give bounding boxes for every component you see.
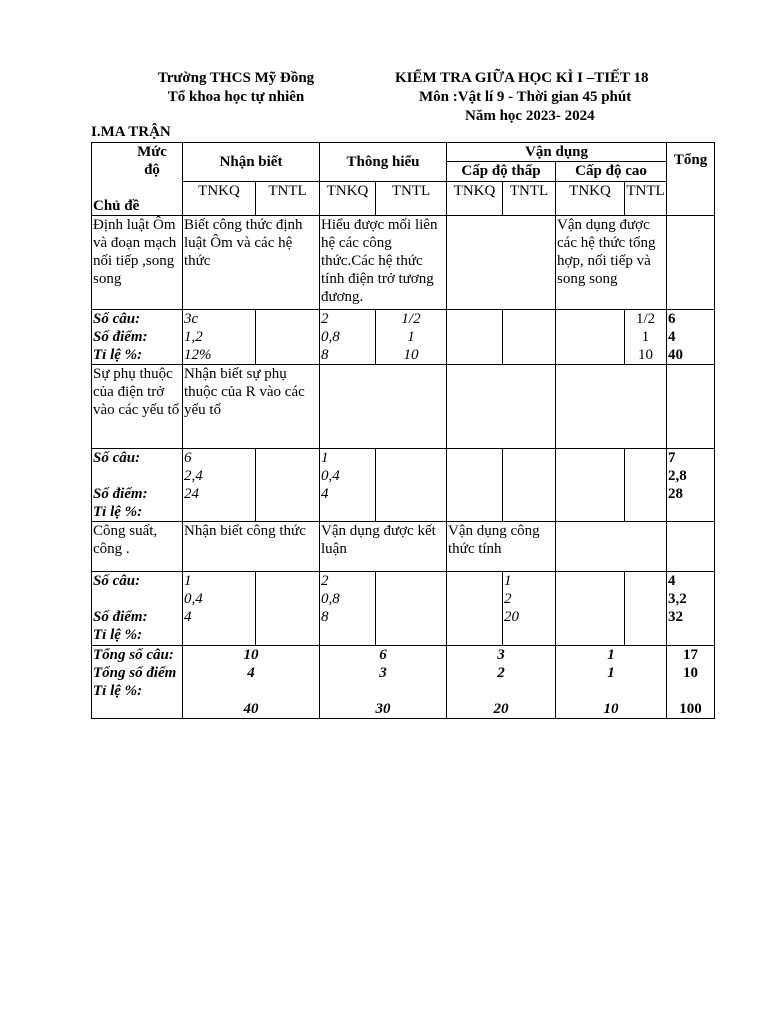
exam-title: KIỂM TRA GIỮA HỌC KÌ I –TIẾT 18 — [395, 70, 649, 86]
topic-understand: Hiểu được mối liên hệ các công thức.Các hệ thức tính điện trở tương đương. — [320, 216, 447, 310]
topic-name: Công suất, công . — [92, 522, 183, 572]
value: 1 — [504, 573, 512, 589]
topic-name: Định luật Ôm và đoạn mạch nối tiếp ,song song — [92, 216, 183, 310]
subcol-tntl: TNTL — [376, 181, 447, 216]
stats-row — [92, 310, 715, 365]
col-low: Cấp độ thấp — [447, 162, 556, 181]
topic-understand — [320, 365, 447, 449]
col-high: Cấp độ cao — [556, 162, 667, 181]
value: 2 — [504, 591, 512, 607]
value: 1/2 — [401, 311, 421, 327]
value: 1/2 — [635, 311, 656, 327]
value: 12% — [184, 347, 212, 363]
total-value: 2,8 — [668, 468, 687, 484]
topic-high — [556, 365, 667, 449]
label-so-diem: Số điểm: — [93, 609, 148, 625]
value: 0,8 — [321, 329, 340, 345]
total-value: 3 — [379, 665, 387, 681]
topic-recognize: Biết công thức định luật Ôm và các hệ thức — [183, 216, 320, 310]
total-value: 40 — [668, 347, 684, 363]
label-so-diem: Số điểm: — [93, 486, 148, 502]
school-header — [136, 69, 336, 107]
section-title: I.MA TRẬN — [91, 124, 171, 140]
value: 4 — [321, 486, 329, 502]
label-so-diem: Số điểm: — [93, 329, 148, 345]
topic-name: Sự phụ thuộc của điện trở vào các yếu tố — [92, 365, 183, 449]
value: 0,4 — [321, 468, 340, 484]
label-so-cau: Số câu: — [93, 573, 141, 589]
grand-total: 100 — [679, 701, 702, 717]
topic-low — [447, 216, 556, 310]
subcol-tnkq: TNKQ — [447, 181, 503, 216]
grand-total: 10 — [683, 665, 699, 681]
subcol-tnkq: TNKQ — [183, 181, 256, 216]
value: 1 — [407, 329, 415, 345]
value: 1,2 — [184, 329, 203, 345]
total-value: 6 — [668, 311, 676, 327]
label-ti-le: Tỉ lệ %: — [93, 504, 143, 520]
school-year: Năm học 2023- 2024 — [465, 108, 595, 124]
total-value: 6 — [379, 647, 387, 663]
label-tong-so-diem: Tổng số điểm — [93, 665, 177, 681]
total-value: 4 — [668, 573, 676, 589]
value: 4 — [184, 609, 192, 625]
label-tong-so-cau: Tổng số câu: — [93, 647, 174, 663]
corner-bottom: Chủ đề — [93, 198, 140, 214]
topic-understand: Vận dụng được kết luận — [320, 522, 447, 572]
value: 10 — [403, 347, 419, 363]
stats-row — [92, 572, 715, 646]
value: 2,4 — [184, 468, 203, 484]
total-value: 30 — [375, 701, 391, 717]
value: 8 — [321, 347, 329, 363]
exam-subject: Môn :Vật lí 9 - Thời gian 45 phút — [419, 89, 632, 105]
value: 24 — [184, 486, 199, 502]
value: 6 — [184, 450, 192, 466]
subcol-tnkq: TNKQ — [556, 181, 625, 216]
total-value: 3 — [497, 647, 505, 663]
value: 1 — [184, 573, 192, 589]
label-so-cau: Số câu: — [93, 311, 141, 327]
total-value: 7 — [668, 450, 676, 466]
value: 1 — [641, 329, 650, 345]
exam-header — [395, 69, 649, 126]
total-value: 3,2 — [668, 591, 687, 607]
department-name: Tổ khoa học tự nhiên — [167, 89, 305, 105]
total-value: 10 — [243, 647, 259, 663]
col-understand: Thông hiểu — [320, 143, 447, 182]
col-recognize: Nhận biết — [183, 143, 320, 182]
total-value: 28 — [668, 486, 684, 502]
value: 0,8 — [321, 591, 340, 607]
topic-recognize: Nhận biết công thức — [183, 522, 320, 572]
subcol-tntl: TNTL — [625, 181, 667, 216]
value: 8 — [321, 609, 329, 625]
total-value: 10 — [603, 701, 619, 717]
label-so-cau: Số câu: — [93, 450, 141, 466]
subcol-tnkq: TNKQ — [320, 181, 376, 216]
total-value: 4 — [247, 665, 255, 681]
corner-top: Mức — [137, 144, 167, 160]
label-ti-le: Tỉ lệ %: — [93, 347, 143, 363]
value: 10 — [638, 347, 654, 363]
value: 2 — [321, 573, 329, 589]
total-value: 4 — [668, 329, 676, 345]
col-total: Tổng — [667, 143, 715, 216]
label-ti-le: Tỉ lệ %: — [93, 627, 143, 643]
totals-row — [92, 646, 715, 719]
topic-low: Vận dụng công thức tính — [447, 522, 556, 572]
total-value: 2 — [497, 665, 505, 681]
value: 3c — [184, 311, 199, 327]
value: 0,4 — [184, 591, 203, 607]
school-name: Trường THCS Mỹ Đồng — [157, 70, 315, 86]
topic-high: Vận dụng được các hệ thức tổng hợp, nối tiếp và song song — [556, 216, 667, 310]
topic-high — [556, 522, 667, 572]
total-value: 32 — [668, 609, 684, 625]
matrix-table — [91, 142, 715, 719]
corner-cell — [92, 143, 183, 216]
stats-row — [92, 449, 715, 522]
subcol-tntl: TNTL — [503, 181, 556, 216]
total-value: 1 — [607, 665, 615, 681]
topic-recognize: Nhận biết sự phụ thuộc của R vào các yếu tố — [183, 365, 320, 449]
total-value: 20 — [493, 701, 509, 717]
corner-mid: độ — [144, 162, 160, 178]
subcol-tntl: TNTL — [256, 181, 320, 216]
value: 1 — [321, 450, 329, 466]
value: 2 — [321, 311, 329, 327]
label-ti-le-total: Tỉ lệ %: — [93, 683, 143, 699]
total-value: 40 — [243, 701, 259, 717]
total-value: 1 — [607, 647, 615, 663]
grand-total: 17 — [683, 647, 699, 663]
value: 20 — [504, 609, 520, 625]
col-apply: Vận dụng — [447, 143, 667, 162]
topic-low — [447, 365, 556, 449]
